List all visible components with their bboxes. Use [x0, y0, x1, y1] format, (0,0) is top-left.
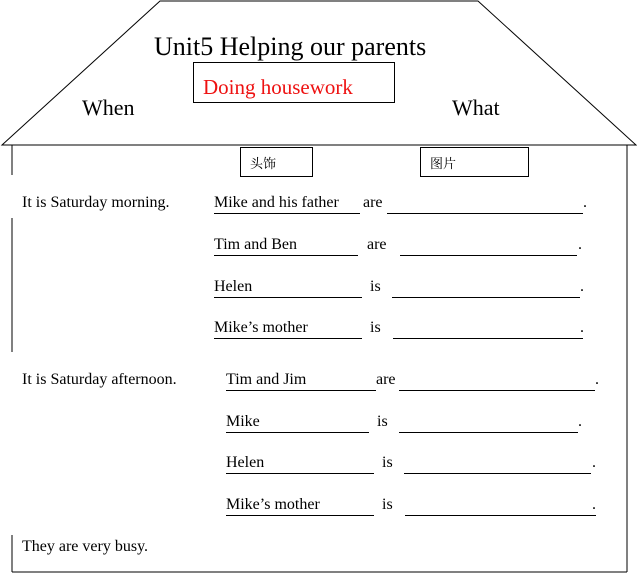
- headwear-box: [240, 147, 313, 177]
- verb-label: are: [376, 371, 396, 388]
- period: .: [580, 278, 584, 295]
- period: .: [578, 236, 582, 253]
- subject-line: Mike: [226, 413, 369, 433]
- verb-label: are: [367, 236, 387, 253]
- verb-label: is: [370, 278, 381, 295]
- period: .: [595, 371, 599, 388]
- answer-blank[interactable]: [405, 514, 596, 516]
- verb-label: is: [377, 413, 388, 430]
- picture-box: [420, 147, 529, 177]
- period: .: [583, 194, 587, 211]
- answer-blank[interactable]: [400, 254, 577, 256]
- time-morning: It is Saturday morning.: [22, 194, 170, 211]
- answer-blank[interactable]: [387, 212, 583, 214]
- verb-label: is: [382, 496, 393, 513]
- answer-blank[interactable]: [392, 296, 580, 298]
- when-label: When: [82, 95, 135, 120]
- answer-blank[interactable]: [393, 337, 583, 339]
- subject-line: Helen: [226, 454, 374, 474]
- conclusion-text: They are very busy.: [22, 538, 149, 555]
- subtitle-box: [193, 62, 395, 103]
- answer-blank[interactable]: [399, 389, 595, 391]
- subject-line: Mike and his father: [214, 194, 360, 214]
- page-title: Unit5 Helping our parents: [154, 32, 427, 61]
- period: .: [580, 319, 584, 336]
- time-afternoon: It is Saturday afternoon.: [22, 371, 177, 388]
- verb-label: is: [382, 454, 393, 471]
- subject-line: Mike’s mother: [226, 496, 374, 516]
- subject-line: Tim and Ben: [214, 236, 358, 256]
- verb-label: is: [370, 319, 381, 336]
- subject-line: Mike’s mother: [214, 319, 362, 339]
- what-label: What: [452, 95, 500, 120]
- period: .: [592, 454, 596, 471]
- subtitle-text: Doing housework: [203, 75, 353, 99]
- period: .: [592, 496, 596, 513]
- answer-blank[interactable]: [399, 431, 578, 433]
- subject-line: Tim and Jim: [226, 371, 376, 391]
- picture-label: 图片: [430, 157, 457, 172]
- verb-label: are: [363, 194, 383, 211]
- period: .: [578, 413, 582, 430]
- headwear-label: 头饰: [250, 157, 277, 172]
- answer-blank[interactable]: [404, 472, 591, 474]
- subject-line: Helen: [214, 278, 362, 298]
